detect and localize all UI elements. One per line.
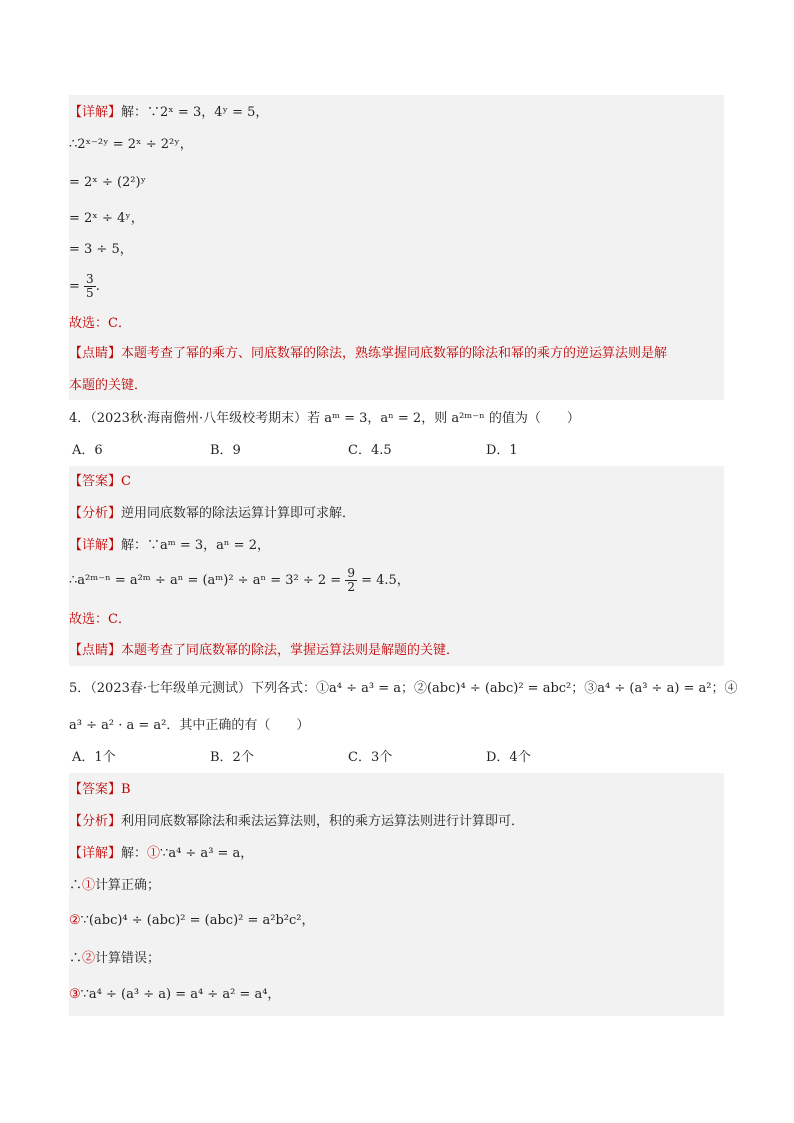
step-line: = 2ˣ ÷ 4ʸ，: [69, 211, 144, 226]
detail-expr: ∵(abc)⁴ ÷ (abc)² = (abc)² = a²b²c²，: [80, 913, 315, 928]
detail-tag: 【详解】: [69, 538, 122, 553]
note-text: 本题考查了幂的乘方、同底数幂的除法，熟练掌握同底数幂的除法和幂的乘方的逆运算法则是解: [121, 346, 668, 361]
answer-line: [69, 473, 724, 491]
period: .: [95, 279, 100, 294]
option-c: C．4.5: [348, 443, 392, 458]
detail-expr: ∵a⁴ ÷ a³ = a，: [160, 846, 254, 861]
analysis-tag: 【分析】: [69, 506, 122, 521]
numerator: 3: [86, 272, 94, 286]
detail-text: 计算错误；: [95, 951, 161, 966]
answer-value: C: [121, 474, 131, 489]
option-b: B．9: [210, 443, 241, 458]
option-a: A．6: [72, 443, 103, 458]
denominator: 5: [86, 286, 94, 300]
question-5-stem-cont: a³ ÷ a² · a = a²．其中正确的有（ ）: [69, 718, 310, 733]
detail-calc-line: [69, 564, 724, 598]
detail-line: [69, 912, 724, 930]
analysis-text: 逆用同底数幂的除法运算计算即可求解．: [121, 506, 356, 521]
option-d: D．1: [486, 443, 518, 458]
calc-suffix: = 4.5，: [361, 573, 410, 588]
numerator: 9: [347, 566, 355, 580]
detail-text: 计算正确；: [95, 878, 161, 893]
question-5-stem: 5．（2023春·七年级单元测试）下列各式：①a⁴ ÷ a³ = a；②(abc)⁴ ÷ (abc)² = abc²；③a⁴ ÷ (a³ ÷ a) = a²；④: [69, 681, 738, 696]
detail-line: [69, 877, 724, 895]
note-line: [69, 345, 724, 363]
detail-expr: ∵a⁴ ÷ (a³ ÷ a) = a⁴ ÷ a² = a⁴，: [80, 987, 281, 1002]
detail-text: 解：∵aᵐ = 3，aⁿ = 2，: [121, 538, 270, 553]
fraction: [84, 273, 96, 300]
analysis-line: [69, 505, 724, 523]
note-line-cont: 本题的关键．: [69, 378, 148, 393]
analysis-tag: 【分析】: [69, 814, 122, 829]
note-tag: 【点睛】: [69, 346, 122, 361]
detail-text: 解：: [121, 846, 148, 861]
answer-tag: 【答案】: [69, 782, 122, 797]
answer-line: [69, 781, 724, 799]
option-a: A．1个: [72, 750, 116, 765]
therefore: ∴: [69, 951, 83, 966]
answer-value: B: [121, 782, 131, 797]
detail-line: [69, 845, 724, 863]
analysis-text: 利用同底数幂除法和乘法运算法则，积的乘方运算法则进行计算即可．: [121, 814, 525, 829]
detail-tag: 【详解】: [69, 105, 122, 120]
step-line: = 3 ÷ 5，: [69, 242, 133, 257]
circled-number: ②: [82, 951, 96, 966]
option-c: C．3个: [348, 750, 393, 765]
step-line: = 2ˣ ÷ (2²)ʸ: [69, 175, 147, 190]
answer-tag: 【答案】: [69, 474, 122, 489]
option-b: B．2个: [210, 750, 254, 765]
note-text: 本题考查了同底数幂的除法，掌握运算法则是解题的关键．: [121, 643, 460, 658]
question-4-stem: 4．（2023秋·海南儋州·八年级校考期末）若 aᵐ = 3，aⁿ = 2，则 a²ᵐ⁻ⁿ 的值为（ ）: [69, 411, 580, 426]
detail-line: [69, 104, 724, 122]
fraction: [345, 567, 357, 594]
detail-line: [69, 986, 724, 1004]
detail-tag: 【详解】: [69, 846, 122, 861]
note-tag: 【点睛】: [69, 643, 122, 658]
circled-number: ③: [69, 987, 81, 1002]
detail-line: [69, 537, 724, 555]
circled-number: ①: [82, 878, 96, 893]
calc-prefix: ∴a²ᵐ⁻ⁿ = a²ᵐ ÷ aⁿ = (aᵐ)² ÷ aⁿ = 3² ÷ 2 =: [69, 573, 342, 588]
analysis-line: [69, 813, 724, 831]
detail-text: 解：∵2ˣ = 3，4ʸ = 5，: [121, 105, 269, 120]
equals-sign: =: [69, 279, 80, 294]
option-d: D．4个: [486, 750, 531, 765]
fraction-line: [69, 270, 724, 304]
note-line: [69, 642, 724, 660]
choose-line: 故选：C．: [69, 316, 131, 331]
circled-number: ②: [69, 913, 81, 928]
choose-line: 故选：C．: [69, 612, 131, 627]
step-line: ∴2ˣ⁻²ʸ = 2ˣ ÷ 2²ʸ，: [69, 137, 193, 152]
circled-number: ①: [147, 846, 161, 861]
therefore: ∴: [69, 878, 83, 893]
denominator: 2: [347, 580, 355, 594]
detail-line: [69, 950, 724, 968]
